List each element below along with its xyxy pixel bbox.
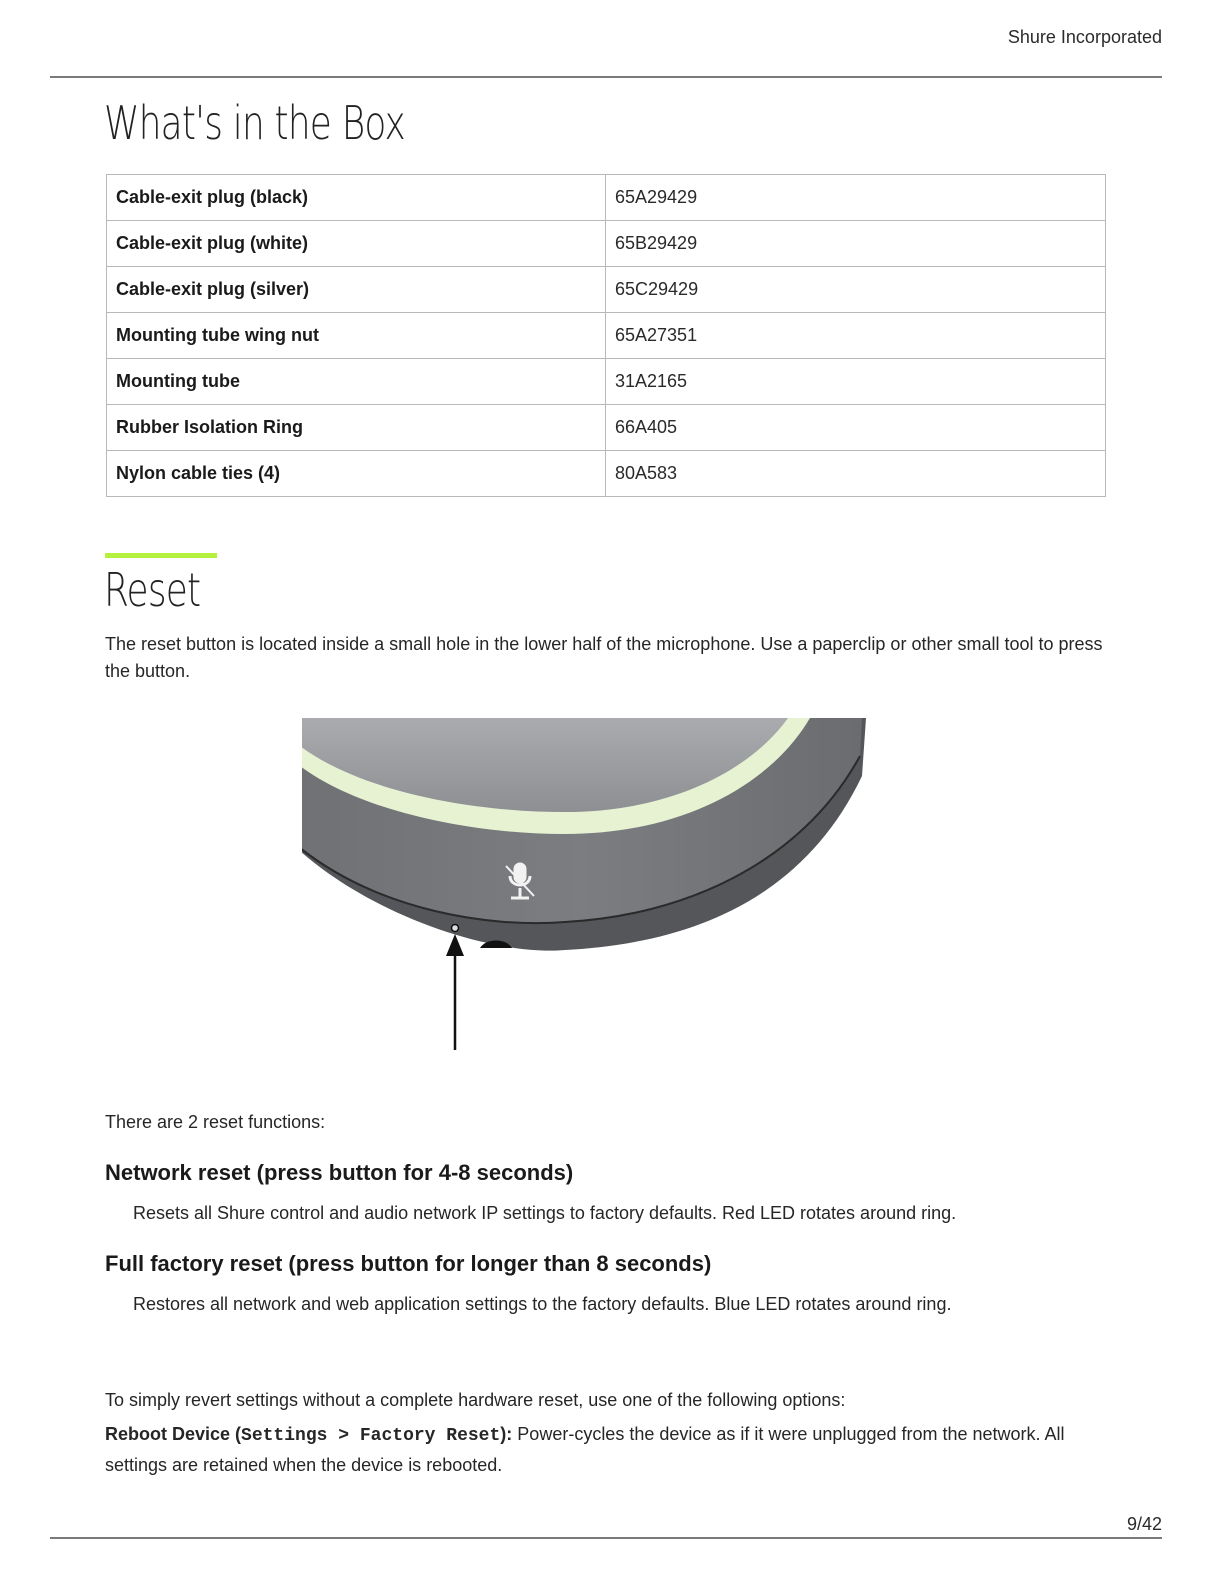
part-number-cell: 65A29429 [606,175,1106,221]
table-row [107,451,1106,497]
box-section-title: What's in the Box [104,96,405,150]
network-reset-heading: Network reset (press button for 4-8 seconds) [105,1160,574,1185]
table-row [107,313,1106,359]
header-divider [50,76,1162,78]
reboot-label: Reboot Device (Settings > Factory Reset): [105,1424,513,1446]
part-number-cell: 65A27351 [606,313,1106,359]
header-company: Shure Incorporated [1007,27,1162,47]
parts-table [106,174,1106,497]
table-row [107,267,1106,313]
network-reset-description: Resets all Shure control and audio network IP settings to factory defaults. Red LED rotates around ring. [133,1203,957,1223]
part-name-cell: Mounting tube wing nut [107,313,606,359]
part-name-cell: Rubber Isolation Ring [107,405,606,451]
reset-arrow-head [446,934,464,956]
part-number-cell: 66A405 [606,405,1106,451]
part-name-cell: Cable-exit plug (black) [107,175,606,221]
part-number-cell: 80A583 [606,451,1106,497]
factory-reset-description: Restores all network and web application settings to the factory defaults. Blue LED rotates around ring. [133,1294,952,1314]
part-name-cell: Nylon cable ties (4) [107,451,606,497]
reset-hole [452,925,459,932]
table-row [107,359,1106,405]
table-row [107,405,1106,451]
factory-reset-heading: Full factory reset (press button for longer than 8 seconds) [105,1251,712,1276]
reset-section-title: Reset [104,563,201,617]
table-row [107,175,1106,221]
menu-path-factory-reset: Factory Reset [359,1426,501,1446]
page-number: 9/42 [1126,1514,1162,1534]
part-name-cell: Cable-exit plug (white) [107,221,606,267]
part-number-cell: 65B29429 [606,221,1106,267]
revert-intro: To simply revert settings without a complete hardware reset, use one of the following options: [105,1390,846,1410]
functions-intro: There are 2 reset functions: [105,1112,326,1132]
reboot-device-paragraph [105,1420,1110,1480]
footer-divider [50,1537,1162,1539]
microphone-reset-illustration [300,716,870,1056]
part-name-cell: Mounting tube [107,359,606,405]
table-row [107,221,1106,267]
reboot-description: Power-cycles the device as if it were unplugged from the network. All settings are retained when the device is rebooted. [105,1424,1065,1475]
menu-path-settings: Settings [241,1426,328,1446]
section-accent-bar [105,553,217,558]
part-name-cell: Cable-exit plug (silver) [107,267,606,313]
reset-intro: The reset button is located inside a small hole in the lower half of the microphone. Use a paperclip or other small tool to press the button. [105,634,1103,681]
part-number-cell: 31A2165 [606,359,1106,405]
part-number-cell: 65C29429 [606,267,1106,313]
